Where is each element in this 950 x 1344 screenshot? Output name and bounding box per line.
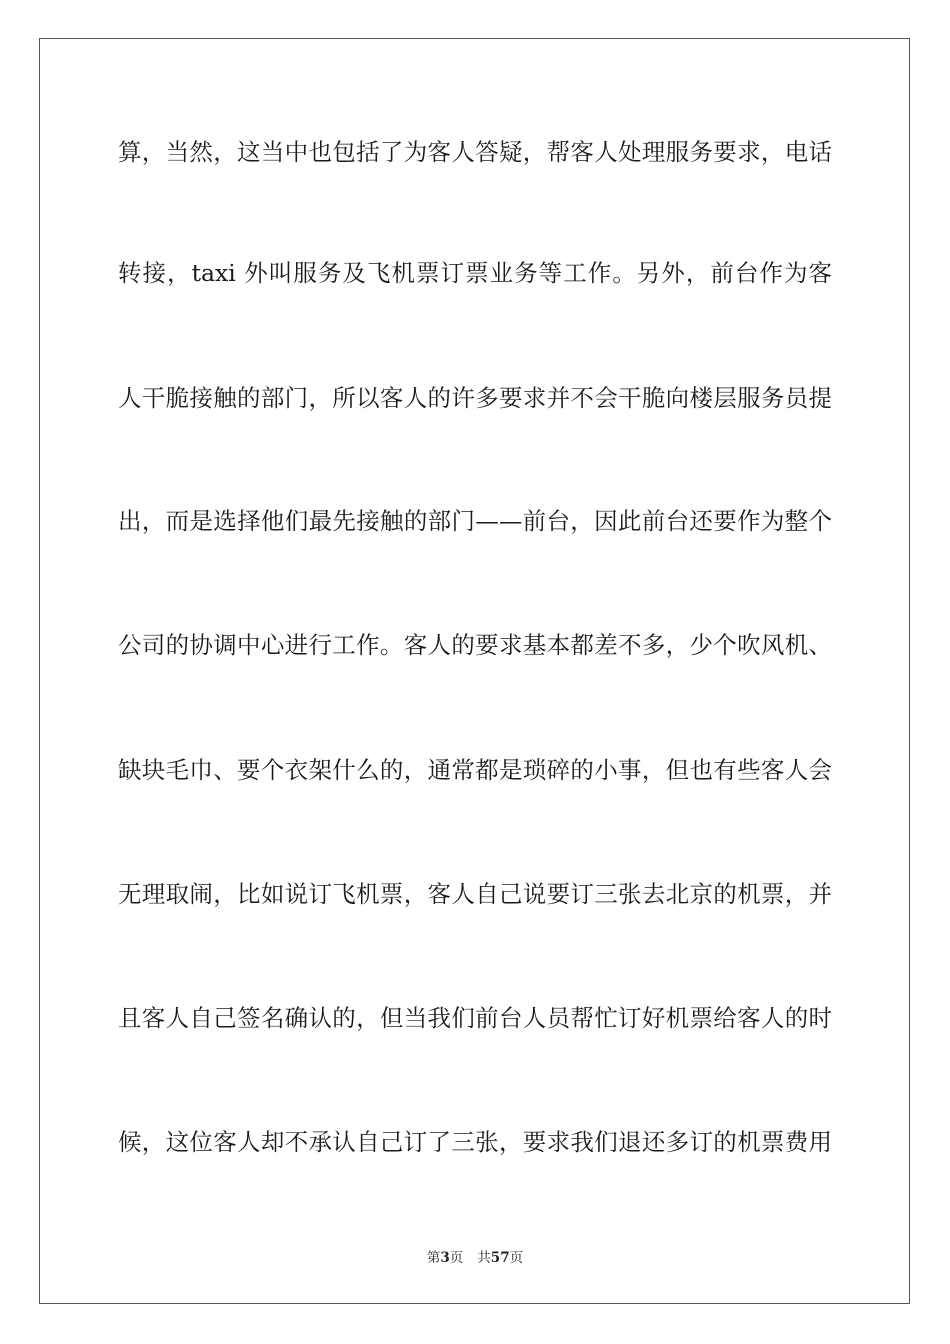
text-line: 转接，taxi 外叫服务及飞机票订票业务等工作。另外，前台作为客: [118, 259, 832, 287]
page-footer: [0, 1246, 950, 1270]
text-line: 人干脆接触的部门，所以客人的许多要求并不会干脆向楼层服务员提: [118, 384, 832, 412]
text-line: 缺块毛巾、要个衣架什么的，通常都是琐碎的小事，但也有些客人会: [118, 756, 832, 784]
text-line: 算，当然，这当中也包括了为客人答疑，帮客人处理服务要求，电话: [118, 138, 832, 166]
footer-total-pages: 57: [490, 1250, 510, 1266]
footer-total-prefix: 共: [477, 1250, 491, 1266]
footer-page-suffix: 页: [449, 1250, 464, 1266]
text-line: 出，而是选择他们最先接触的部门——前台，因此前台还要作为整个: [118, 507, 832, 535]
text-line: 且客人自己签名确认的，但当我们前台人员帮忙订好机票给客人的时: [118, 1004, 832, 1032]
footer-page-prefix: 第: [426, 1250, 441, 1266]
text-line: 公司的协调中心进行工作。客人的要求基本都差不多，少个吹风机、: [118, 631, 832, 659]
text-line: 无理取闹，比如说订飞机票，客人自己说要订三张去北京的机票，并: [118, 880, 832, 908]
page-border: [39, 38, 910, 1304]
text-line: 候，这位客人却不承认自己订了三张，要求我们退还多订的机票费用: [118, 1128, 832, 1156]
footer-total-suffix: 页: [509, 1250, 524, 1266]
footer-page-number: 3: [440, 1250, 450, 1266]
